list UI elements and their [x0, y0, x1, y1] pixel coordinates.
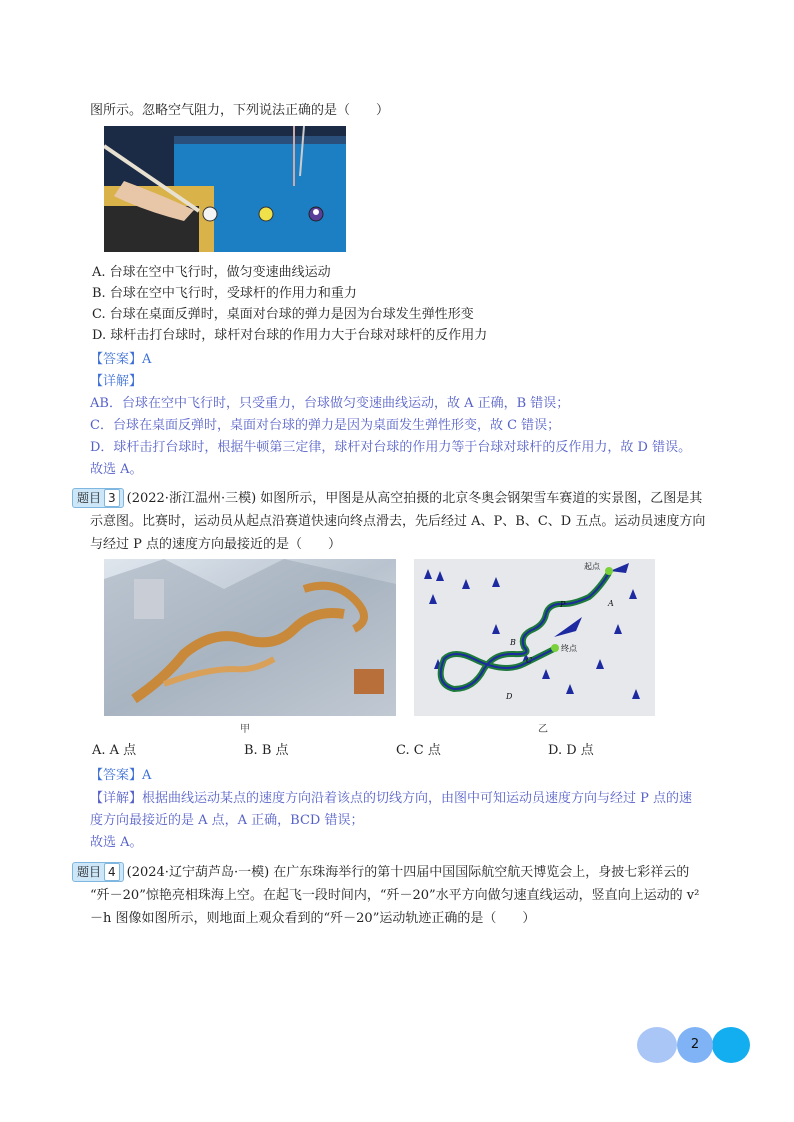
question-4-line-1: 题目 4 (2024·辽宁葫芦岛·一模) 在广东珠海举行的第十四届中国国际航空航天博览会上，身披七彩祥云的 — [72, 862, 689, 882]
detail-line-3: D．球杆击打台球时，根据牛顿第三定律，球杆对台球的作用力等于台球对球杆的反作用力，故 D 错误。 — [90, 440, 692, 455]
label-start: 起点 — [584, 562, 600, 571]
label-end: 终点 — [561, 644, 577, 653]
page-decoration-right — [712, 1027, 750, 1063]
answer: 【答案】A — [90, 352, 152, 367]
question-tag: 题目 3 — [72, 488, 124, 508]
option-c: C. 台球在桌面反弹时，桌面对台球的弹力是因为台球发生弹性形变 — [92, 307, 474, 322]
page-decoration-left — [637, 1027, 677, 1063]
label-c: C — [526, 656, 533, 665]
label-a: A — [608, 599, 614, 608]
question-4-line-2: “歼－20”惊艳亮相珠海上空。在起飞一段时间内，“歼－20”水平方向做匀速直线运动，竖直向上运动的 v² — [90, 888, 700, 903]
q3-option-b: B. B 点 — [244, 743, 289, 758]
detail-label: 【详解】 — [90, 374, 143, 389]
option-a: A. 台球在空中飞行时，做匀变速曲线运动 — [92, 265, 331, 280]
detail-line-2: C．台球在桌面反弹时，桌面对台球的弹力是因为桌面发生弹性形变，故 C 错误； — [90, 418, 561, 433]
track-schematic — [414, 559, 655, 716]
detail-line-1: AB．台球在空中飞行时，只受重力，台球做匀变速曲线运动，故 A 正确，B 错误； — [90, 396, 570, 411]
label-b: B — [510, 638, 516, 647]
question-3-line-3: 与经过 P 点的速度方向最接近的是（ ） — [90, 537, 342, 552]
q3-detail-2: 度方向最接近的是 A 点，A 正确，BCD 错误； — [90, 813, 364, 828]
q3-option-c: C. C 点 — [396, 743, 441, 758]
detail-line-4: 故选 A。 — [90, 462, 143, 477]
figure-label-right: 乙 — [538, 724, 548, 735]
option-d: D. 球杆击打台球时，球杆对台球的作用力大于台球对球杆的反作用力 — [92, 328, 488, 343]
question-tag: 题目 4 — [72, 862, 124, 882]
q3-detail-1: 【详解】根据曲线运动某点的速度方向沿着该点的切线方向，由图中可知运动员速度方向与经过 P 点的速 — [90, 791, 693, 806]
question-3-line-2: 示意图。比赛时，运动员从起点沿赛道快速向终点滑去，先后经过 A、P、B、C、D 五点。运动员速度方向 — [90, 514, 706, 529]
question-4-line-3: －h 图像如图所示，则地面上观众看到的“歼－20”运动轨迹正确的是（ ） — [90, 911, 536, 926]
label-p: P — [560, 600, 566, 609]
q3-option-d: D. D 点 — [548, 743, 594, 758]
option-b: B. 台球在空中飞行时，受球杆的作用力和重力 — [92, 286, 357, 301]
figure-label-left: 甲 — [240, 724, 250, 735]
track-aerial-photo — [104, 559, 396, 716]
question-3-line-1: 题目 3 (2022·浙江温州·三模) 如图所示，甲图是从高空拍摄的北京冬奥会钢架雪车赛道的实景图，乙图是其 — [72, 488, 702, 508]
q3-detail-3: 故选 A。 — [90, 835, 143, 850]
q3-answer: 【答案】A — [90, 768, 152, 783]
question-stem: 图所示。忽略空气阻力，下列说法正确的是（ ） — [90, 103, 390, 118]
page-number: 2 — [677, 1027, 713, 1063]
billiard-photo — [104, 126, 346, 252]
label-d: D — [506, 692, 513, 701]
q3-option-a: A. A 点 — [92, 743, 137, 758]
